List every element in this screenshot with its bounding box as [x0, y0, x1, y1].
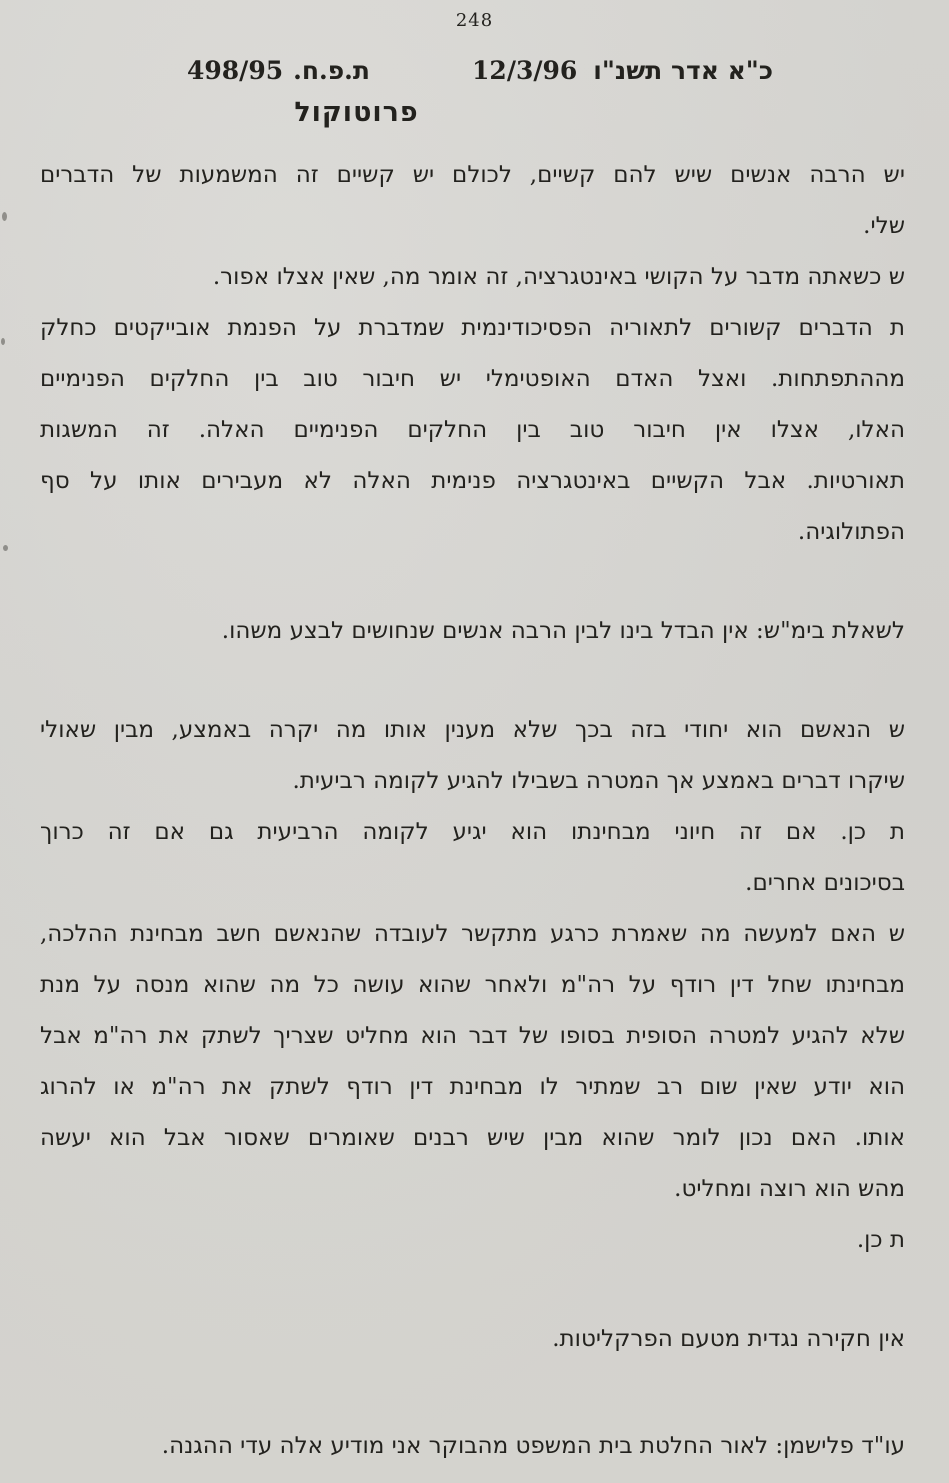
- text-line: מההתפתחות. ואצל האדם האופטימלי יש חיבור טוב בין החלקים הפנימיים: [40, 366, 905, 392]
- text-line: עו"ד פלישמן: לאור החלטת בית המשפט מהבוקר אני מודיע אלה עדי ההגנה.: [161, 1433, 905, 1459]
- text-line: תאורטיות. אבל הקשיים באינטגרציה פנימית האלה לא מעבירים אותו על סף: [40, 468, 905, 494]
- paragraph: [40, 1215, 905, 1266]
- text-line: ש כשאתה מדבר על הקושי באינטגרציה, זה אומר מה, שאין אצלו אפור.: [212, 264, 905, 290]
- paragraph: [40, 1314, 905, 1365]
- text-line: הוא יודע שאין שום רב שמתיר לו מבחינת דין רודף לשתק את רה"מ או להרוג: [40, 1074, 905, 1100]
- text-line: ש האם למעשה מה שאמרת כרגע מתקשר לעובדה שהנאשם חשב מבחינת ההלכה,: [40, 921, 905, 947]
- case-label: ת.פ.ח.: [293, 56, 370, 85]
- text-line: ת הדברים קשורים לתאוריה הפסיכודינמית שמדברת על הפנמת אובייקטים כחלק: [40, 315, 905, 341]
- paragraph: [40, 606, 905, 657]
- text-line: יש הרבה אנשים שיש להם קשיים, לכולם יש קשיים זה המשמעות של הדברים: [40, 162, 905, 188]
- text-line: הפתולוגיה.: [797, 519, 905, 545]
- text-line: בסיכונים אחרים.: [745, 870, 905, 896]
- paragraph: [40, 303, 905, 558]
- page-title: פרוטוקול: [294, 97, 419, 128]
- header-date-group: [472, 56, 773, 85]
- scan-speck: [3, 545, 8, 551]
- header-case-group: [187, 56, 370, 85]
- text-line: האלו, אצלו אין חיבור טוב בין החלקים הפנימיים האלה. זה המשגות: [40, 417, 905, 443]
- text-line: לשאלת בימ"ש: אין הבדל בינו לבין הרבה אנשים שנחושים לבצע משהו.: [221, 618, 905, 644]
- text-line: מהש הוא רוצה ומחליט.: [674, 1176, 905, 1202]
- document-header: [187, 56, 773, 85]
- text-line: שלי.: [863, 213, 905, 239]
- paragraph: [40, 1421, 905, 1472]
- scan-speck: [2, 212, 7, 221]
- case-number: 498/95: [187, 56, 284, 85]
- text-line: ש הנאשם הוא יחודי בזה בכך שלא מענין אותו מה יקרה באמצע, מבין שאולי: [40, 717, 905, 743]
- page-number: 248: [455, 10, 494, 31]
- text-line: אותו. האם נכון לומר שהוא מבין שיש רבנים שאומרים שאסור אבל הוא יעשה: [40, 1125, 905, 1151]
- header-date: 12/3/96: [472, 56, 578, 85]
- paragraph: [40, 909, 905, 1215]
- text-line: שיקרו דברים באמצע אך המטרה בשבילו להגיע לקומה רביעית.: [292, 768, 905, 794]
- header-hebrew-date: כ"א אדר תשנ"ו: [593, 56, 773, 85]
- paragraph: [40, 252, 905, 303]
- scan-speck: [1, 338, 5, 345]
- paragraph: [40, 807, 905, 909]
- text-line: אין חקירה נגדית מטעם הפרקליטות.: [552, 1326, 905, 1352]
- paragraph: [40, 705, 905, 807]
- document-body: [40, 150, 905, 1472]
- text-line: ת כן.: [856, 1227, 905, 1253]
- text-line: מבחינתו שחל דין רודף על רה"מ ולאחר שהוא עושה כל מה שהוא מנסה על מנת: [40, 972, 905, 998]
- text-line: ת כן. אם זה חיוני מבחינתו הוא יגיע לקומה הרביעית גם אם זה כרוך: [40, 819, 905, 845]
- text-line: שלא להגיע למטרה הסופית בסופו של דבר הוא מחליט שצריך לשתק את רה"מ אבל: [40, 1023, 905, 1049]
- paragraph: [40, 150, 905, 252]
